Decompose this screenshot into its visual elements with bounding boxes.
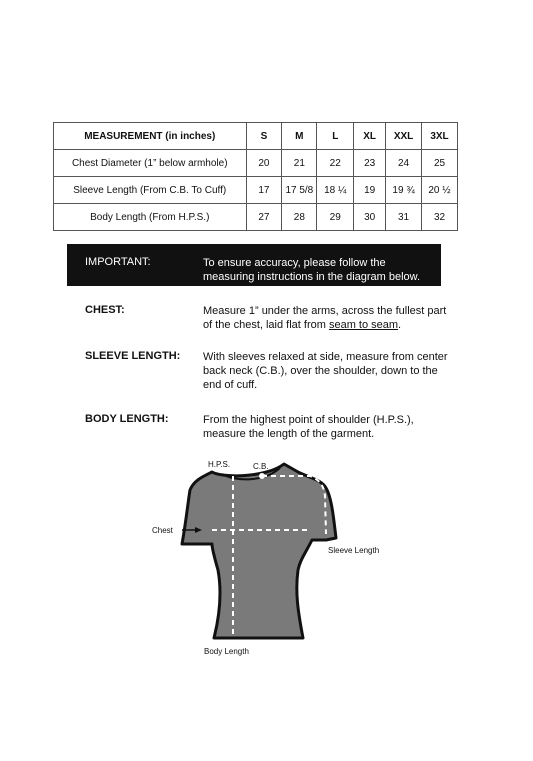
table-cell: 20 ½: [422, 177, 458, 204]
table-cell: 31: [386, 204, 422, 231]
chest-text-before: Measure 1” under the arms, across the fullest part of the chest, laid flat from: [203, 305, 447, 331]
table-cell: 24: [386, 150, 422, 177]
table-row: [54, 204, 458, 231]
sleeve-text: With sleeves relaxed at side, measure from center back neck (C.B.), over the shoulder, down to the end of cuff.: [203, 351, 448, 391]
tshirt-diagram: [140, 452, 400, 662]
table-cell: 17 5/8: [282, 177, 317, 204]
header-size-3xl: 3XL: [422, 123, 458, 150]
table-cell: 21: [282, 150, 317, 177]
row-label: Sleeve Length (From C.B. To Cuff): [54, 177, 247, 204]
table-cell: 23: [354, 150, 386, 177]
header-size-xxl: XXL: [386, 123, 422, 150]
table-cell: 19: [354, 177, 386, 204]
row-label: Body Length (From H.P.S.): [54, 204, 247, 231]
table-header-row: [54, 123, 458, 150]
cb-point: [259, 473, 265, 479]
table-cell: 27: [246, 204, 282, 231]
chest-diagram-label: Chest: [152, 526, 173, 535]
important-text: To ensure accuracy, please follow the measuring instructions in the diagram below.: [203, 257, 421, 283]
body-text: From the highest point of shoulder (H.P.S.), measure the length of the garment.: [203, 414, 414, 440]
row-label: Chest Diameter (1” below armhole): [54, 150, 247, 177]
chest-text: [203, 304, 453, 332]
important-label: IMPORTANT:: [85, 256, 151, 268]
table-cell: 22: [317, 150, 354, 177]
hps-label: H.P.S.: [208, 460, 231, 469]
important-banner: [67, 244, 441, 286]
table-cell: 17: [246, 177, 282, 204]
chest-label: CHEST:: [85, 304, 125, 316]
header-size-xl: XL: [354, 123, 386, 150]
chest-text-after: .: [398, 319, 402, 331]
table-cell: 18 ¼: [317, 177, 354, 204]
chest-text-underlined: seam to seam: [328, 319, 399, 331]
size-chart-table: [53, 122, 458, 231]
table-cell: 29: [317, 204, 354, 231]
table-row: [54, 177, 458, 204]
header-measurement: MEASUREMENT (in inches): [54, 123, 247, 150]
tshirt-shape: [182, 464, 336, 638]
cb-label: C.B.: [253, 462, 269, 471]
table-cell: 30: [354, 204, 386, 231]
table-cell: 19 ¾: [386, 177, 422, 204]
table-cell: 20: [246, 150, 282, 177]
table-cell: 25: [422, 150, 458, 177]
header-size-l: L: [317, 123, 354, 150]
sleeve-length-label: Sleeve Length: [328, 546, 380, 555]
header-size-m: M: [282, 123, 317, 150]
table-row: [54, 150, 458, 177]
body-label: BODY LENGTH:: [85, 413, 169, 425]
header-size-s: S: [246, 123, 282, 150]
sleeve-label: SLEEVE LENGTH:: [85, 350, 181, 362]
body-length-label: Body Length: [204, 647, 249, 656]
table-cell: 28: [282, 204, 317, 231]
table-cell: 32: [422, 204, 458, 231]
